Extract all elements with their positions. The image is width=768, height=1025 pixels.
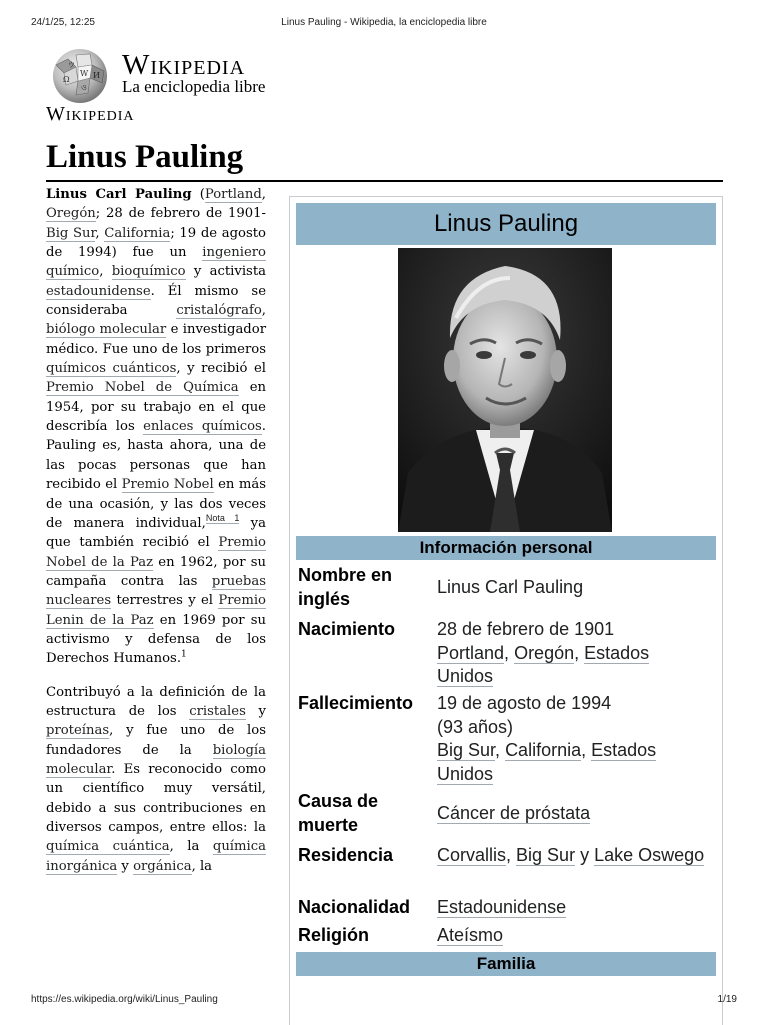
infobox-row-nombre — [296, 564, 716, 612]
link-cancer-prostata[interactable]: Cáncer de próstata — [437, 803, 591, 823]
infobox-label: Nombre en inglés — [298, 565, 393, 609]
link-premio-nobel-paz[interactable]: Premio Nobel de la Paz — [46, 535, 266, 570]
infobox-label: Religión — [298, 925, 369, 945]
link-premio-nobel-quimica[interactable]: Premio Nobel de Química — [46, 380, 239, 396]
link-portland[interactable]: Portland — [204, 187, 262, 202]
infobox-row-religion — [296, 924, 716, 948]
link-estadounidense[interactable]: estadounidense — [46, 283, 151, 299]
link-premio-nobel[interactable]: Premio Nobel — [121, 477, 214, 493]
link-corvallis[interactable]: Corvallis — [437, 845, 507, 865]
infobox-value: 28 de febrero de 1901 Portland, Oregón, Estados Unidos — [437, 618, 707, 689]
infobox-label: Nacionalidad — [298, 897, 411, 917]
print-page-title: Linus Pauling - Wikipedia, la enciclopedia libre — [281, 17, 487, 28]
svg-text:W: W — [80, 69, 89, 78]
portrait-photo[interactable] — [398, 248, 612, 532]
infobox-value — [437, 896, 707, 920]
infobox-value: Corvallis, Big Sur y Lake Oswego — [437, 845, 705, 865]
infobox-value: Linus Carl Pauling — [437, 577, 584, 597]
link-organica[interactable]: orgánica — [133, 858, 192, 874]
link-bioquimico[interactable]: bioquímico — [111, 264, 186, 280]
link-lake-oswego[interactable]: Lake Oswego — [594, 845, 705, 865]
link-california[interactable]: California — [104, 225, 171, 241]
death-date: 19 de agosto de 1994 — [437, 693, 612, 713]
infobox-value — [437, 802, 707, 826]
svg-text:Ω: Ω — [63, 75, 70, 84]
citation-ref-1[interactable]: 1 — [181, 649, 187, 660]
link-biologo-molecular[interactable]: biólogo molecular — [46, 322, 167, 338]
infobox-label: Nacimiento — [298, 619, 396, 639]
title-divider — [46, 180, 723, 182]
print-footer — [0, 994, 768, 1008]
link-oregon[interactable]: Oregón — [46, 206, 96, 222]
print-datetime: 24/1/25, 12:25 — [31, 17, 95, 28]
link-quimicos-cuanticos[interactable]: químicos cuánticos — [46, 361, 177, 377]
print-header — [0, 17, 768, 31]
second-paragraph: Contribuyó a la definición de la estructura de los cristales y proteínas, y fue uno de los fundadores de la biología molecular. Es reconocido como un científico muy versátil, debido a sus contribuciones en diversos campos, entre ellos: la química cuántica, la química inorgánica y orgánica, la — [46, 684, 266, 874]
svg-text:ウ: ウ — [68, 61, 75, 69]
article-body — [46, 185, 266, 890]
link-quimica-cuantica[interactable]: química cuántica — [46, 839, 170, 855]
link-enlaces-quimicos[interactable]: enlaces químicos — [143, 419, 262, 435]
link-proteinas[interactable]: proteínas — [46, 723, 110, 739]
note-ref-1[interactable]: Nota 1 — [205, 513, 240, 524]
link-portland[interactable]: Portland — [437, 642, 505, 663]
link-big-sur[interactable]: Big Sur — [437, 740, 496, 760]
infobox-row-residencia — [296, 844, 716, 892]
page-title: Linus Pauling — [46, 139, 244, 175]
infobox-title: Linus Pauling — [296, 203, 716, 245]
infobox-section-family: Familia — [296, 952, 716, 976]
link-estadounidense[interactable]: Estadounidense — [437, 897, 567, 917]
infobox-row-nacimiento — [296, 618, 716, 690]
link-estados-unidos[interactable]: Estados Unidos — [437, 642, 650, 686]
link-pruebas-nucleares[interactable]: pruebas nucleares — [46, 573, 266, 609]
wikipedia-globe-icon[interactable] — [46, 45, 114, 105]
infobox-value: 19 de agosto de 1994 (93 años) Big Sur, California, Estados Unidos — [437, 692, 707, 786]
link-big-sur[interactable]: Big Sur — [46, 225, 96, 241]
svg-text:ও: ও — [81, 83, 87, 92]
birth-date: 28 de febrero de 1901 — [437, 619, 615, 639]
infobox — [289, 196, 723, 1025]
infobox-label: Causa de muerte — [298, 791, 379, 835]
print-url: https://es.wikipedia.org/wiki/Linus_Pauling — [31, 994, 218, 1005]
svg-text:И: И — [93, 71, 100, 80]
infobox-section-personal: Información personal — [296, 536, 716, 560]
wikipedia-wordmark[interactable]: Wikipedia — [122, 49, 246, 81]
link-biologia-molecular[interactable]: biología molecular — [46, 742, 266, 777]
link-estados-unidos[interactable]: Estados Unidos — [437, 740, 657, 784]
link-cristalografo[interactable]: cristalógrafo — [176, 303, 262, 319]
infobox-label: Fallecimiento — [298, 693, 414, 713]
intro-paragraph: Linus Carl Pauling (Portland, Oregón; 28 de febrero de 1901-Big Sur, California; 19 de agosto de 1994) fue un ingeniero químico, bioquímico y activista estadounidense. Él mismo se consideraba cristalógrafo, biólogo molecular e investigador médico. Fue uno de los primeros químicos cuánticos, y recibió el Premio Nobel de Química en 1954, por su trabajo en el que describía los enlaces químicos. Pauling es, hasta ahora, una de las pocas personas que han recibido el Premio Nobel en más de una ocasión, y las dos veces de manera individual,$^{Nota 1}$ ya que también recibió el Premio Nobel de la Paz en 1962, por su campaña contra las pruebas nucleares terrestres y el Premio Lenin de la Paz en 1969 por su activismo y defensa de los Derechos Humanos.$^1$ — [46, 187, 267, 667]
infobox-row-fallecimiento — [296, 692, 716, 788]
infobox-value — [437, 924, 707, 948]
link-oregon[interactable]: Oregón — [514, 642, 575, 663]
link-california[interactable]: California — [505, 740, 582, 760]
infobox-label: Residencia — [298, 845, 394, 865]
link-ingeniero-quimico[interactable]: ingeniero químico — [46, 245, 266, 280]
print-page-number: 1/19 — [717, 994, 737, 1005]
infobox-row-causa — [296, 790, 716, 838]
wikipedia-wordmark-small[interactable]: Wikipedia — [46, 103, 135, 125]
subject-name: Linus Carl Pauling — [46, 187, 192, 202]
infobox-row-nacionalidad — [296, 896, 716, 920]
link-big-sur[interactable]: Big Sur — [516, 845, 576, 865]
link-premio-lenin-paz[interactable]: Premio Lenin de la Paz — [46, 593, 266, 628]
age-at-death: (93 años) — [437, 716, 514, 737]
link-ateismo[interactable]: Ateísmo — [437, 925, 504, 945]
wikipedia-tagline: La enciclopedia libre — [122, 77, 266, 96]
link-quimica-inorganica[interactable]: química inorgánica — [46, 839, 266, 874]
link-cristales[interactable]: cristales — [189, 703, 246, 719]
